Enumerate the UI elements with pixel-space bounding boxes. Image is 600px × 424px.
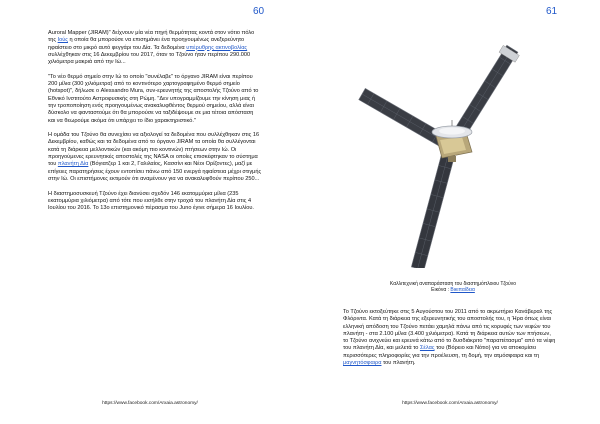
paragraph-text: Auroral Mapper (JIRAM)" δείχνουν μία νέα πηγή θερμότητας κοντά στον νότιο πόλο της	[48, 30, 255, 44]
paragraph	[48, 74, 262, 125]
paragraph-text: (Βόγιατζερ 1 και 2, Γαλιλαίος, Κασσίνι και Νέοι Ορίζοντες), μαζί με επίγειες παρατηρήσεις έχουν εντοπίσει πάνω από 150 ενεργά ηφαίστεια μέχρι στιγμής στην Ιώ. Οι επιστήμονες εκτιμούν ότι αναμένουν για να ανακαλυφθούν περίπου 250...	[48, 161, 262, 182]
page-number-left: 60	[253, 6, 265, 17]
caption-line-2	[360, 287, 546, 293]
inline-link[interactable]: υπέρυθρης ακτινοβολίας	[186, 44, 248, 51]
footer-left	[0, 401, 300, 406]
footer-link-left[interactable]: https://www.facebook.com/Arxaia.astronomy/	[102, 401, 198, 406]
paragraph-text: "Το νέο θερμό σημείο στην Ιώ το οποίο "συνέλαβε" το όργανο JIRAM είναι περίπου 200 μίλια (300 χιλιόμετρα) από το κοντινότερο χαρτογραφημένο θερμό σημείο (hotspot)", δήλωσε ο Alessandro Mura, συν-ερευνητής της αποστολής Τζούνο από το Εθνικό Ινστιτούτο Αστροφυσικής στη Ρώμη. "Δεν υπογραμμίζουμε την κίνηση μιας ή την τροποποίηση ενός προηγουμένως ανακαλυφθέντος θερμού σημείου, αλλά είναι δύσκολο να φανταστούμε ότι θα μπορούσε να ταξιδέψουμε σε μια τέτοια απόσταση και να θεωρούμε ακόμα ότι υπάρχει το ίδιο χαρακτηριστικό."	[48, 73, 259, 124]
juno-spacecraft-illustration	[356, 28, 546, 268]
paragraph	[48, 30, 262, 66]
paragraph-text: Η διαστημοσυσκευή Τζούνο έχει διανύσει σχεδόν 146 εκατομμύρια μίλια (235 εκατομμύρια χιλιόμετρα) από τότε που εισήλθε στην τροχιά του πλανήτη Δία στις 4 Ιουλίου του 2016. Το 13ο επιστημονικό πέρασμα του Juno έγινε σήμερα 16 Ιουλίου.	[48, 190, 254, 212]
footer-right	[300, 401, 600, 406]
inline-link[interactable]: Ιούς	[57, 37, 68, 44]
paragraph-text: Η ομάδα του Τζούνο θα συνεχίσει να αξιολογεί τα δεδομένα που συλλέχθηκαν στις 16 Δεκεμβρίου, καθώς και τα δεδομένα από το όργανο JIRAM τα οποία θα συλλέγονται κατά τη διάρκεια μελλοντικών (και ακόμη πιο κοντινών) πτήσεων στην Ιώ. Οι προηγούμενες ερευνητικές αποστολές της NASA οι οποίες επισκέφτηκαν το σύστημα του	[48, 132, 260, 168]
inline-link[interactable]: πλανήτη Δία	[57, 161, 89, 168]
left-body-text	[48, 30, 262, 220]
paragraph-text: συλλέχθηκαν στις 16 Δεκεμβρίου του 2017, όταν το Τζούνο ήταν περίπου 290.000 χιλιόμετρα μακριά από την Ιώ...	[48, 51, 251, 66]
right-body-text	[343, 309, 557, 375]
paragraph	[343, 309, 557, 367]
paragraph-text: η οποία θα μπορούσε να επισημάνει ένα προηγουμένως ανεξερεύνητο ηφαίστειο στο μικρό αυτό φεγγάρι του Δία. Τα δεδομένα	[48, 37, 245, 51]
caption-prefix: Εικόνα :	[431, 287, 451, 294]
inline-link[interactable]: Σέλας	[419, 345, 435, 352]
figure-caption	[360, 281, 546, 294]
paragraph-text: του (Βόρειο και Νότιο) για να αποκομίσει περισσότερες πληροφορίες για την προέλευση, τη δομή, την ατμόσφαιρα και τη	[343, 345, 540, 359]
page-number-right: 61	[546, 6, 558, 17]
paragraph-text: Το Τζούνο εκτοξεύτηκε στις 5 Αυγούστου του 2011 από το ακρωτήριο Κανάβεραλ της Φλόριντα. Κατά τη διάρκεια της εξερευνητικής του αποστολής του, η Ήρα όπως είναι ελληνική απόδοση του Τζούνο πετάει χαμηλά πάνω από τις κορυφές των νεφών του πλανήτη - στα 2.100 μίλια (3.400 χιλιόμετρα). Κατά τη διάρκεια αυτών των πτήσεων, το Τζούνο ανιχνεύει και ερευνά κάτω από το δυσδιάκριτο "παραπέτασμα" από τα νέφη του πλανήτη Δία, και μελετά το	[343, 309, 556, 352]
caption-line-1: Καλλιτεχνική αναπαράσταση του διαστημόπλοιου Τζούνο	[389, 281, 517, 287]
paragraph	[48, 191, 262, 213]
footer-link-right[interactable]: https://www.facebook.com/Arxaia.astronomy/	[402, 401, 498, 406]
caption-source-link[interactable]: Βικιπαίδεια	[450, 287, 475, 294]
paragraph-text: του πλανήτη.	[381, 360, 416, 367]
inline-link[interactable]: μαγνητόσφαιρα	[343, 360, 382, 367]
solar-array-lower	[411, 151, 455, 268]
paragraph	[48, 132, 262, 183]
right-page	[300, 0, 600, 424]
